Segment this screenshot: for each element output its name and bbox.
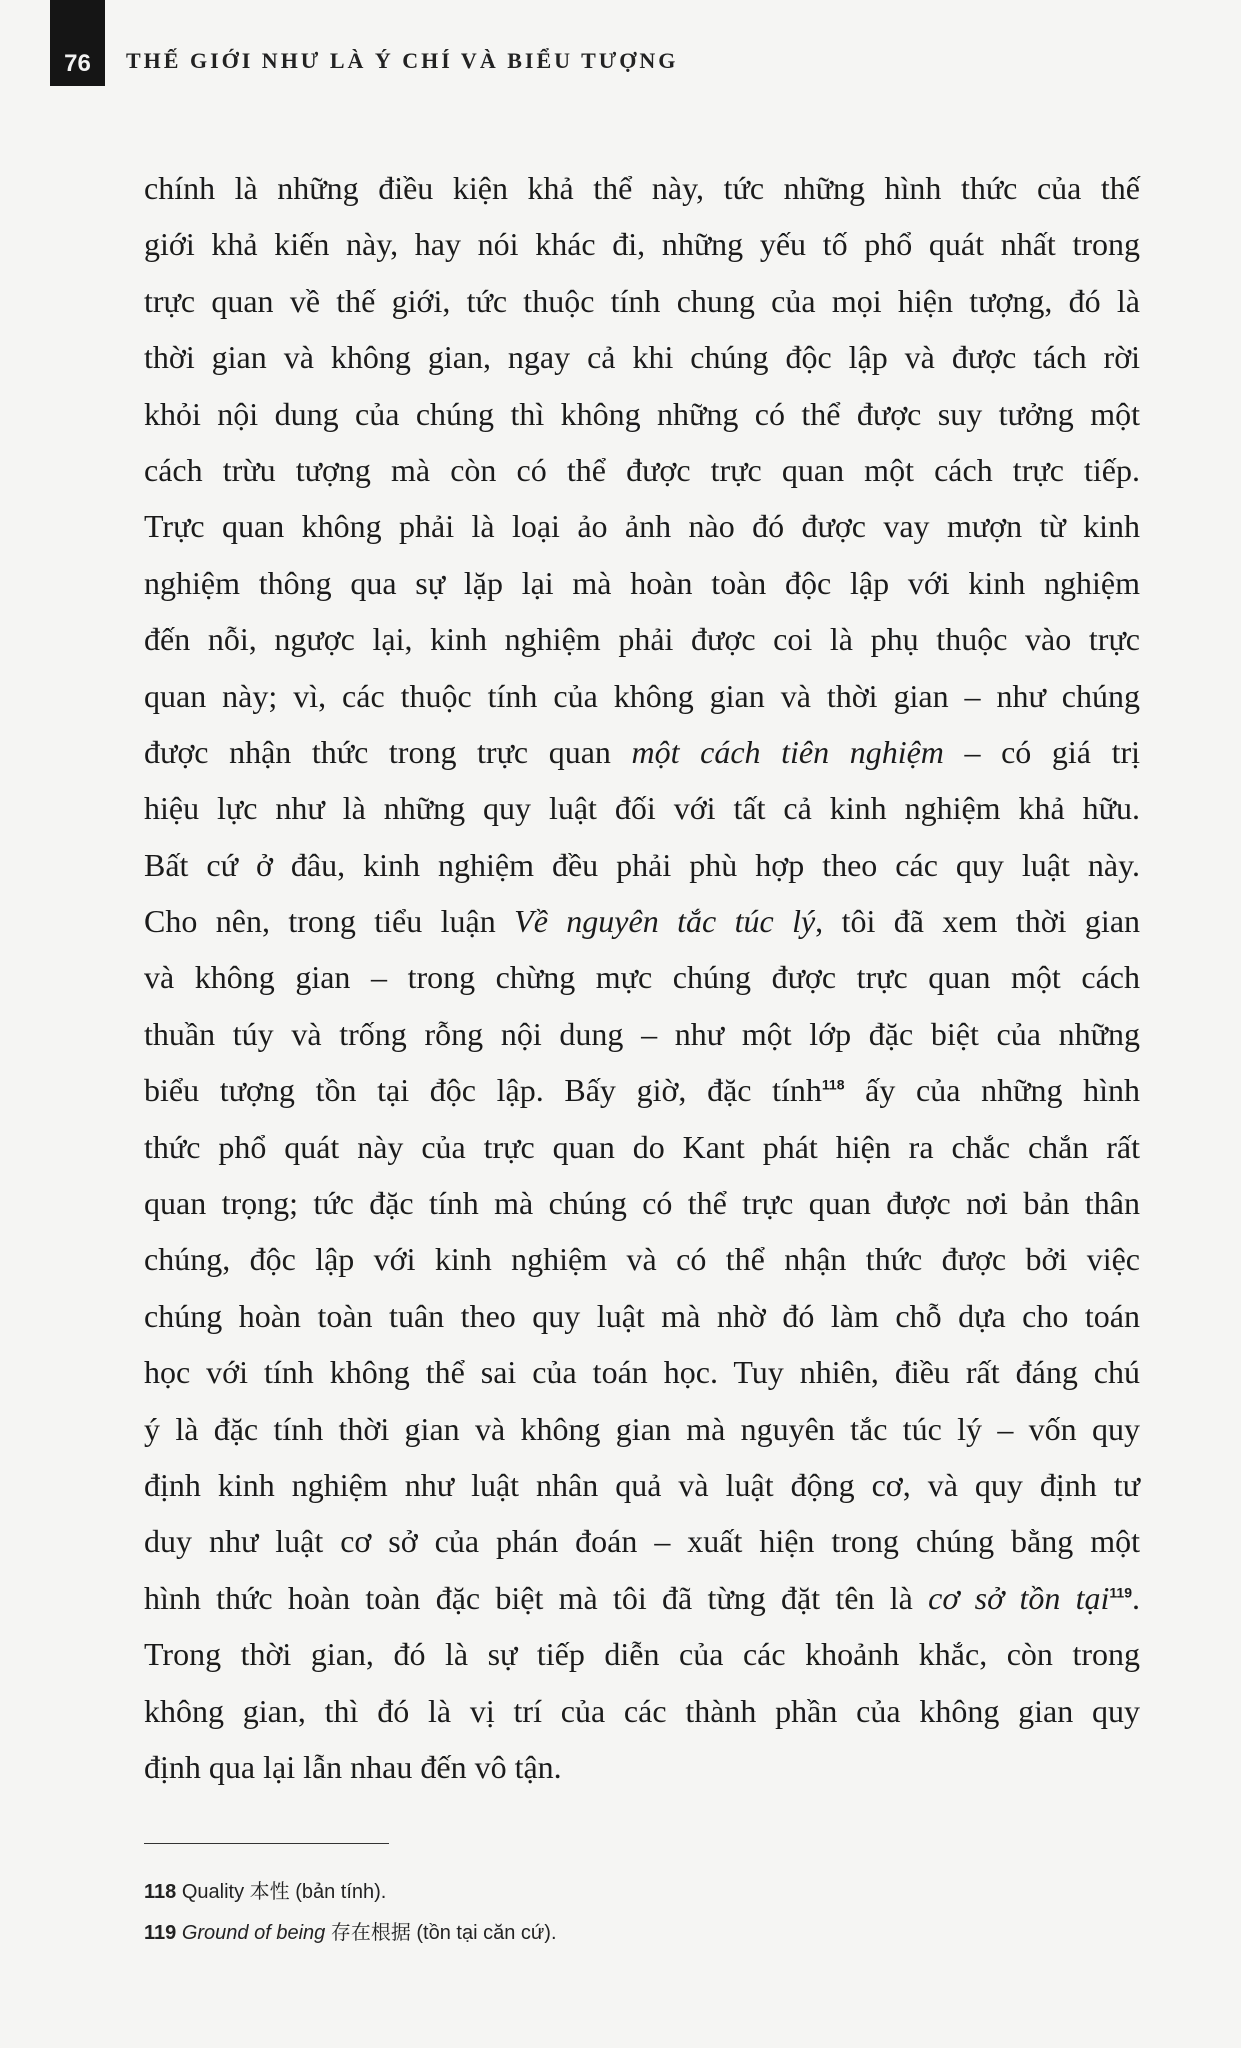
text-segment: chính là những điều kiện khả thể này, tức những hình thức của thế <box>144 170 1140 206</box>
text-line <box>144 1344 1140 1400</box>
text-segment: Bất cứ ở đâu, kinh nghiệm đều phải phù hợp theo các quy luật này. <box>144 846 1140 883</box>
text-segment: và không gian – trong chừng mực chúng được trực quan một cách <box>144 959 1140 996</box>
text-line <box>144 273 1140 329</box>
text-segment: cách trừu tượng mà còn có thể được trực quan một cách trực tiếp. <box>144 451 1140 488</box>
text-line <box>144 1062 1140 1118</box>
text-segment: quan này; vì, các thuộc tính của không gian và thời gian – như chúng <box>144 677 1140 714</box>
text-line <box>144 1457 1140 1513</box>
text-line <box>144 160 1140 216</box>
text-segment: – có giá trị <box>943 733 1140 770</box>
footnote-divider <box>144 1843 389 1844</box>
running-title: THẾ GIỚI NHƯ LÀ Ý CHÍ VÀ BIỂU TƯỢNG <box>126 48 679 73</box>
text-segment: không gian, thì đó là vị trí của các thành phần của không gian quy <box>144 1692 1140 1729</box>
footnote-number: 118 <box>144 1881 177 1903</box>
text-segment: chúng hoàn toàn tuân theo quy luật mà nhờ đó làm chỗ dựa cho toán <box>144 1297 1140 1334</box>
page-number-box <box>50 0 105 86</box>
text-line <box>144 498 1140 554</box>
text-segment: quan trọng; tức đặc tính mà chúng có thể trực quan được nơi bản thân <box>144 1185 1140 1222</box>
text-segment: ý là đặc tính thời gian và không gian mà nguyên tắc túc lý – vốn quy <box>144 1410 1140 1447</box>
text-line <box>144 1175 1140 1231</box>
footnote-reference: 118 <box>821 1076 845 1093</box>
text-line <box>144 1231 1140 1287</box>
footnote-chinese: 本性 <box>249 1881 290 1903</box>
text-segment: Trực quan không phải là loại ảo ảnh nào đó được vay mượn từ kinh <box>144 508 1140 545</box>
text-segment: giới khả kiến này, hay nói khác đi, những yếu tố phổ quát nhất trong <box>144 226 1140 263</box>
footnote-term: Ground of being <box>181 1922 326 1944</box>
page-number: 76 <box>64 50 91 77</box>
text-line <box>144 1119 1140 1175</box>
text-line <box>144 1288 1140 1344</box>
text-line <box>144 329 1140 385</box>
text-line <box>144 837 1140 893</box>
text-line <box>144 1006 1140 1062</box>
text-segment: hình thức hoàn toàn đặc biệt mà tôi đã từng đặt tên là <box>144 1579 929 1616</box>
text-line <box>144 1513 1140 1569</box>
text-segment: duy như luật cơ sở của phán đoán – xuất hiện trong chúng bằng một <box>144 1523 1140 1560</box>
text-segment: ấy của những hình <box>844 1072 1141 1109</box>
text-line <box>144 780 1140 836</box>
footnote-chinese: 存在根据 <box>330 1922 411 1944</box>
footnote-number: 119 <box>144 1922 177 1944</box>
text-segment: thời gian và không gian, ngay cả khi chúng độc lập và được tách rời <box>144 339 1140 376</box>
italic-text: Về nguyên tắc túc lý <box>514 903 816 940</box>
text-segment: khỏi nội dung của chúng thì không những có thể được suy tưởng một <box>144 395 1140 432</box>
text-segment: Cho nên, trong tiểu luận <box>144 903 515 940</box>
text-line <box>144 1626 1140 1682</box>
text-segment: định qua lại lẫn nhau đến vô tận. <box>144 1748 562 1785</box>
text-line <box>144 442 1140 498</box>
text-line <box>144 1683 1140 1739</box>
text-segment: chúng, độc lập với kinh nghiệm và có thể nhận thức được bởi việc <box>144 1241 1140 1278</box>
footnote-gloss: (bản tính). <box>295 1881 387 1903</box>
text-segment: Trong thời gian, đó là sự tiếp diễn của các khoảnh khắc, còn trong <box>144 1636 1140 1673</box>
text-line <box>144 1739 1140 1795</box>
text-segment: biểu tượng tồn tại độc lập. Bấy giờ, đặc tính <box>144 1072 822 1109</box>
text-line <box>144 724 1140 780</box>
text-segment: . <box>1132 1579 1141 1616</box>
footnote-term: Quality <box>181 1881 245 1903</box>
text-segment: đến nỗi, ngược lại, kinh nghiệm phải được coi là phụ thuộc vào trực <box>144 621 1140 658</box>
text-line <box>144 555 1140 611</box>
text-line <box>144 216 1140 272</box>
text-line <box>144 611 1140 667</box>
text-segment: , tôi đã xem thời gian <box>815 903 1141 940</box>
text-segment: nghiệm thông qua sự lặp lại mà hoàn toàn độc lập với kinh nghiệm <box>144 564 1140 601</box>
footnote-gloss: (tồn tại căn cứ). <box>416 1922 557 1944</box>
text-line <box>144 668 1140 724</box>
footnote-118 <box>144 1875 386 1904</box>
footnote-119 <box>144 1916 557 1945</box>
italic-text: một cách tiên nghiệm <box>631 733 944 770</box>
text-segment: thuần túy và trống rỗng nội dung – như một lớp đặc biệt của những <box>144 1015 1140 1052</box>
text-segment: thức phổ quát này của trực quan do Kant phát hiện ra chắc chắn rất <box>144 1128 1140 1165</box>
text-line <box>144 893 1140 949</box>
text-segment: được nhận thức trong trực quan <box>144 733 632 770</box>
text-line <box>144 386 1140 442</box>
body-text <box>144 160 1140 1795</box>
text-line <box>144 1570 1140 1626</box>
italic-text: cơ sở tồn tại <box>928 1579 1110 1616</box>
text-line <box>144 949 1140 1005</box>
footnote-reference: 119 <box>1109 1584 1133 1601</box>
text-segment: hiệu lực như là những quy luật đối với tất cả kinh nghiệm khả hữu. <box>144 790 1140 827</box>
text-line <box>144 1401 1140 1457</box>
text-segment: trực quan về thế giới, tức thuộc tính chung của mọi hiện tượng, đó là <box>144 282 1140 319</box>
text-segment: học với tính không thể sai của toán học. Tuy nhiên, điều rất đáng chú <box>144 1354 1140 1391</box>
text-segment: định kinh nghiệm như luật nhân quả và luật động cơ, và quy định tư <box>144 1466 1140 1503</box>
